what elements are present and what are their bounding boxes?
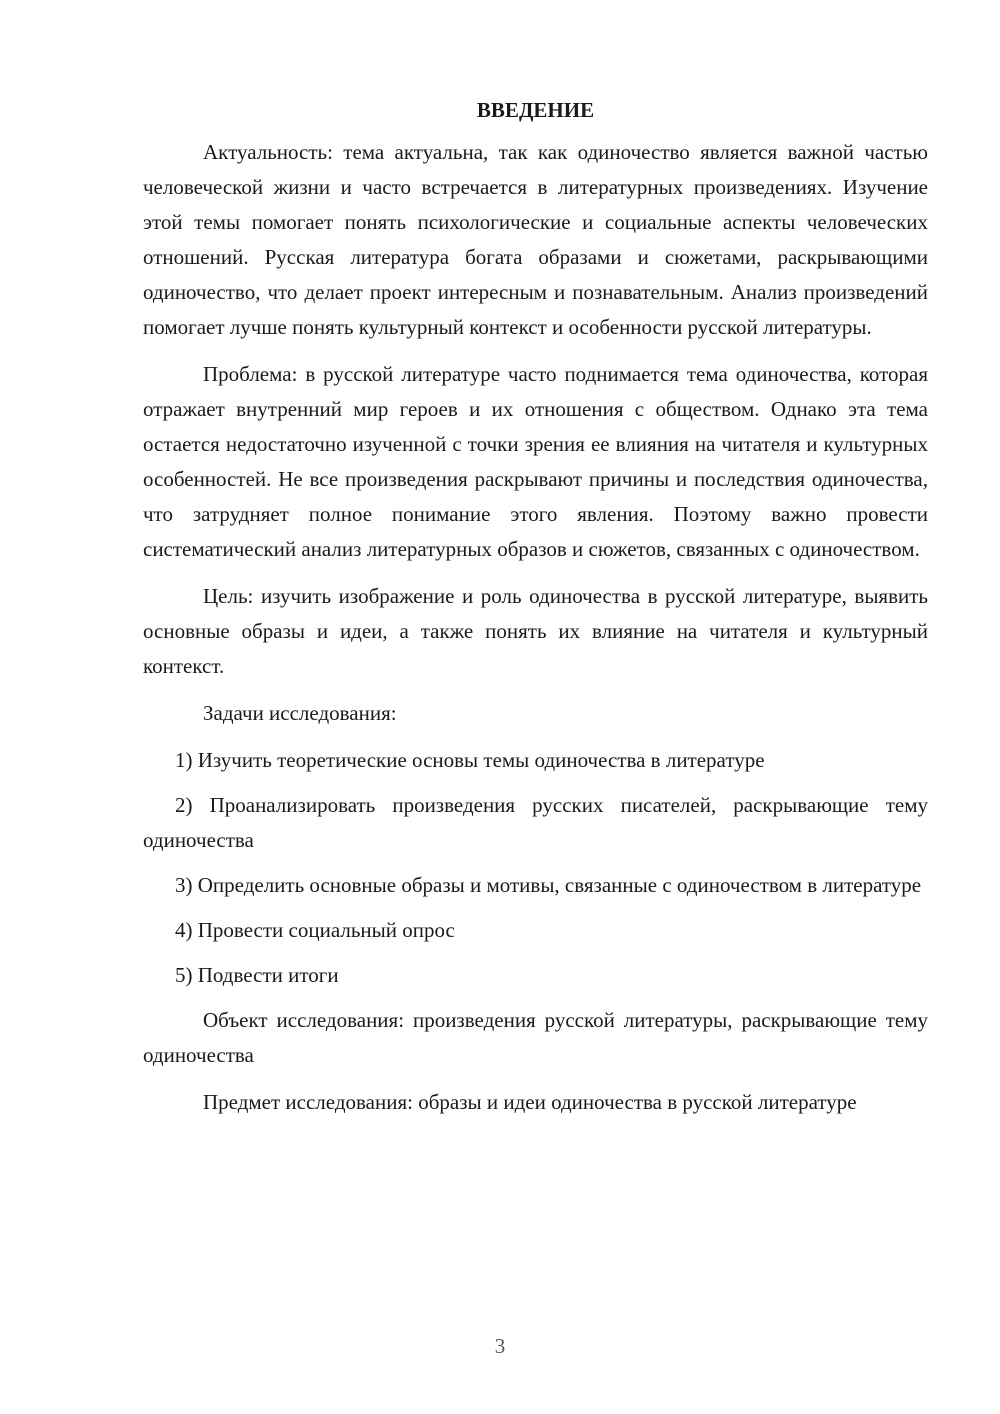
task-item-4: 4) Провести социальный опрос [175,918,455,942]
task-item-3: 3) Определить основные образы и мотивы, связанные с одиночеством в литературе [175,873,922,897]
subject-paragraph: Предмет исследования: образы и идеи одиночества в русской литературе [203,1090,857,1114]
document-page [143,95,928,1132]
goal-paragraph: Цель: изучить изображение и роль одиночества в русской литературе, выявить основные образы и идеи, а также понять их влияние на читателя и культурный контекст. [143,584,928,678]
section-title: ВВЕДЕНИЕ [476,98,595,122]
task-item-1: 1) Изучить теоретические основы темы одиночества в литературе [175,748,765,772]
page-number: 3 [494,1334,506,1358]
task-item-2: 2) Проанализировать произведения русских писателей, раскрывающие тему одиночества [143,793,928,852]
tasks-heading: Задачи исследования: [203,701,397,725]
problem-paragraph: Проблема: в русской литературе часто поднимается тема одиночества, которая отражает внутренний мир героев и их отношения с обществом. Однако эта тема остается недостаточно изученной с точки зрения ее влияния на читателя и культурных особенностей. Не все произведения раскрывают причины и последствия одиночества, что затрудняет полное понимание этого явления. Поэтому важно провести систематический анализ литературных образов и сюжетов, связанных с одиночеством. [143,362,928,561]
relevance-paragraph: Актуальность: тема актуальна, так как одиночество является важной частью человеческой жизни и часто встречается в литературных произведениях. Изучение этой темы помогает понять психологические и социальные аспекты человеческих отношений. Русская литература богата образами и сюжетами, раскрывающими одиночество, что делает проект интересным и познавательным. Анализ произведений помогает лучше понять культурный контекст и особенности русской литературы. [143,140,928,339]
object-paragraph: Объект исследования: произведения русской литературы, раскрывающие тему одиночества [143,1008,928,1067]
task-item-5: 5) Подвести итоги [175,963,339,987]
